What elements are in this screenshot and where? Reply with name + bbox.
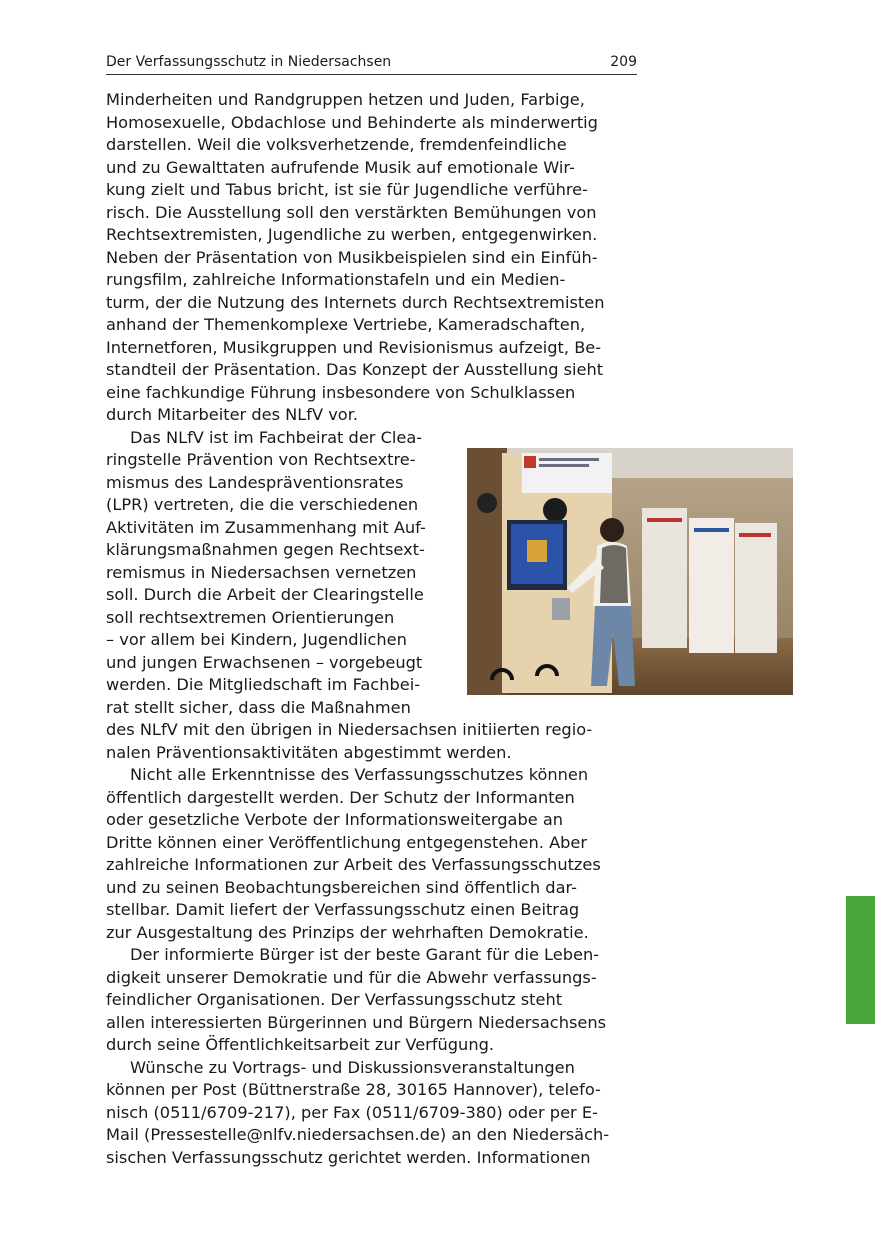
text-line: – vor allem bei Kindern, Jugendlichen: [106, 630, 407, 649]
text-line: Rechtsextremisten, Jugendliche zu werben, entgegenwirken.: [106, 225, 598, 244]
text-line: werden. Die Mitgliedschaft im Fachbei-: [106, 675, 421, 694]
text-line: Nicht alle Erkenntnisse des Verfassungsschutzes können: [130, 765, 589, 784]
text-line: können per Post (Büttnerstraße 28, 30165 Hannover), telefo-: [106, 1080, 601, 1099]
text-line: Mail (Pressestelle@nlfv.niedersachsen.de) an den Niedersäch-: [106, 1125, 610, 1144]
text-line: Internetforen, Musikgruppen und Revisionismus aufzeigt, Be-: [106, 337, 602, 357]
text-line: risch. Die Ausstellung soll den verstärkten Bemühungen von: [106, 202, 597, 222]
text-line: remismus in Niedersachsen vernetzen: [106, 562, 417, 582]
text-line: sischen Verfassungsschutz gerichtet werden. Informationen: [106, 1147, 591, 1167]
text-line: soll rechtsextremen Orientierungen: [106, 607, 395, 627]
text-line: zur Ausgestaltung des Prinzips der wehrhaften Demokratie.: [106, 922, 589, 942]
text-line: nisch (0511/6709-217), per Fax (0511/6709-380) oder per E-: [106, 1102, 598, 1122]
text-line: eine fachkundige Führung insbesondere von Schulklassen: [106, 382, 576, 402]
running-header: [106, 52, 637, 75]
text-line: standteil der Präsentation. Das Konzept der Ausstellung sieht: [106, 360, 604, 379]
text-line: Aktivitäten im Zusammenhang mit Auf-: [106, 517, 426, 537]
text-line: rungsfilm, zahlreiche Informationstafeln und ein Medien-: [106, 270, 566, 289]
text-line: und jungen Erwachsenen – vorgebeugt: [106, 652, 423, 672]
text-line: digkeit unserer Demokratie und für die Abwehr verfassungs-: [106, 967, 597, 987]
chapter-tab: [846, 896, 875, 1024]
text-line: und zu Gewalttaten aufrufende Musik auf emotionale Wir-: [106, 157, 575, 177]
text-line: durch seine Öffentlichkeitsarbeit zur Verfügung.: [106, 1035, 495, 1054]
text-line: Wünsche zu Vortrags- und Diskussionsveranstaltungen: [130, 1057, 575, 1077]
text-line: des NLfV mit den übrigen in Niedersachsen initiierten regio-: [106, 720, 593, 739]
text-line: mismus des Landespräventionsrates: [106, 472, 404, 492]
text-line: öffentlich dargestellt werden. Der Schutz der Informanten: [106, 787, 575, 807]
text-line: darstellen. Weil die volksverhetzende, fremdenfeindliche: [106, 135, 567, 154]
text-line: stellbar. Damit liefert der Verfassungsschutz einen Beitrag: [106, 900, 580, 919]
text-line: Neben der Präsentation von Musikbeispielen sind ein Einfüh-: [106, 247, 598, 267]
text-line: allen interessierten Bürgerinnen und Bürgern Niedersachsens: [106, 1012, 607, 1032]
text-line: zahlreiche Informationen zur Arbeit des Verfassungsschutzes: [106, 855, 601, 874]
text-line: Minderheiten und Randgruppen hetzen und Juden, Farbige,: [106, 90, 585, 109]
text-line: Homosexuelle, Obdachlose und Behinderte als minderwertig: [106, 112, 598, 132]
text-line: Dritte können einer Veröffentlichung entgegenstehen. Aber: [106, 832, 588, 852]
text-line: (LPR) vertreten, die die verschiedenen: [106, 495, 419, 514]
page-number: 209: [610, 54, 637, 70]
text-line: nalen Präventionsaktivitäten abgestimmt werden.: [106, 742, 512, 762]
text-line: und zu seinen Beobachtungsbereichen sind öffentlich dar-: [106, 877, 577, 897]
text-line: soll. Durch die Arbeit der Clearingstelle: [106, 585, 424, 604]
text-line: kung zielt und Tabus bricht, ist sie für Jugendliche verführe-: [106, 180, 588, 199]
text-line: anhand der Themenkomplexe Vertriebe, Kameradschaften,: [106, 315, 586, 334]
exhibition-photo-illustration: [467, 448, 793, 695]
text-line: Der informierte Bürger ist der beste Garant für die Leben-: [130, 945, 600, 964]
text-line: feindlicher Organisationen. Der Verfassungsschutz steht: [106, 990, 563, 1009]
text-line: klärungsmaßnahmen gegen Rechtsext-: [106, 540, 425, 559]
text-line: ringstelle Prävention von Rechtsextre-: [106, 450, 416, 469]
text-line: durch Mitarbeiter des NLfV vor.: [106, 405, 359, 424]
header-title: Der Verfassungsschutz in Niedersachsen: [106, 54, 392, 70]
text-line: turm, der die Nutzung des Internets durch Rechtsextremisten: [106, 292, 605, 312]
text-line: rat stellt sicher, dass die Maßnahmen: [106, 697, 411, 717]
text-line: Das NLfV ist im Fachbeirat der Clea-: [130, 427, 423, 447]
exhibition-photo: [467, 448, 793, 695]
text-line: oder gesetzliche Verbote der Informationsweitergabe an: [106, 810, 564, 829]
